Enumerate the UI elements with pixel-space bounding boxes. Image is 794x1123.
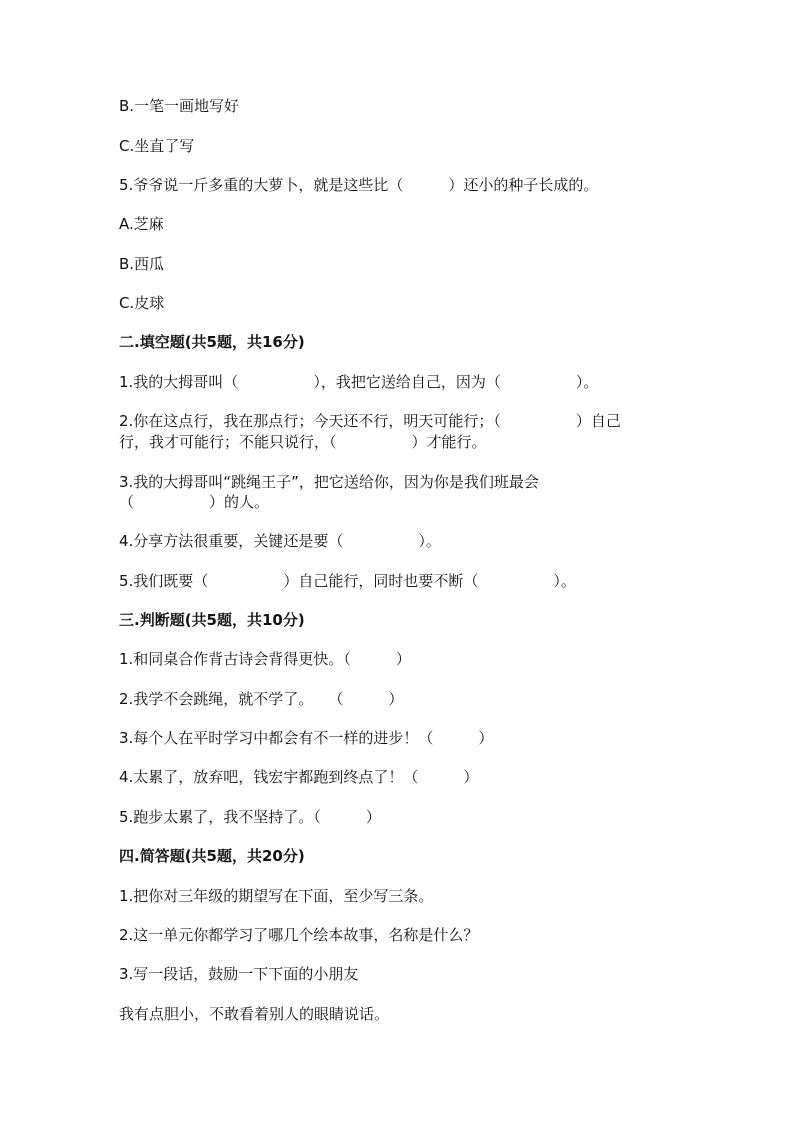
fill-q2-line1: 2.你在这点行，我在那点行；今天还不行，明天可能行；（ ）自己 <box>119 412 621 430</box>
section4-heading: 四.简答题(共5题，共20分) <box>119 847 305 865</box>
fill-q2-line2: 行，我才可能行；不能只说行，（ ）才能行。 <box>119 433 487 451</box>
section2-heading: 二.填空题(共5题，共16分) <box>119 333 305 351</box>
judge-q3: 3.每个人在平时学习中都会有不一样的进步！（ ） <box>119 729 494 747</box>
section3-heading: 三.判断题(共5题，共10分) <box>119 611 305 629</box>
judge-q1: 1.和同桌合作背古诗会背得更快。（ ） <box>119 650 411 668</box>
fill-q5: 5.我们既要（ ）自己能行，同时也要不断（ ）。 <box>119 572 576 590</box>
q4-option-c: C.坐直了写 <box>119 137 195 155</box>
q5-option-a: A.芝麻 <box>119 215 164 233</box>
q5-stem: 5.爷爷说一斤多重的大萝卜，就是这些比（ ）还小的种子长成的。 <box>119 176 599 194</box>
fill-q3-line1: 3.我的大拇哥叫“跳绳王子”，把它送给你，因为你是我们班最会 <box>119 473 539 491</box>
short-q3: 3.写一段话，鼓励一下下面的小朋友 <box>119 965 359 983</box>
fill-q4: 4.分享方法很重要，关键还是要（ ）。 <box>119 532 441 550</box>
q5-option-c: C.皮球 <box>119 294 165 312</box>
q5-option-b: B.西瓜 <box>119 255 165 273</box>
fill-q1: 1.我的大拇哥叫（ ），我把它送给自己，因为（ ）。 <box>119 373 599 391</box>
fill-q3-line2: （ ）的人。 <box>119 493 270 511</box>
q4-option-b: B.一笔一画地写好 <box>119 97 240 115</box>
short-q3-quote: 我有点胆小，不敢看着别人的眼睛说话。 <box>119 1005 390 1023</box>
short-q2: 2.这一单元你都学习了哪几个绘本故事，名称是什么？ <box>119 926 479 944</box>
judge-q4: 4.太累了，放弃吧，钱宏宇都跑到终点了！（ ） <box>119 768 479 786</box>
judge-q2: 2.我学不会跳绳，就不学了。 （ ） <box>119 690 404 708</box>
short-q1: 1.把你对三年级的期望写在下面，至少写三条。 <box>119 887 434 905</box>
judge-q5: 5.跑步太累了，我不坚持了。（ ） <box>119 808 381 826</box>
